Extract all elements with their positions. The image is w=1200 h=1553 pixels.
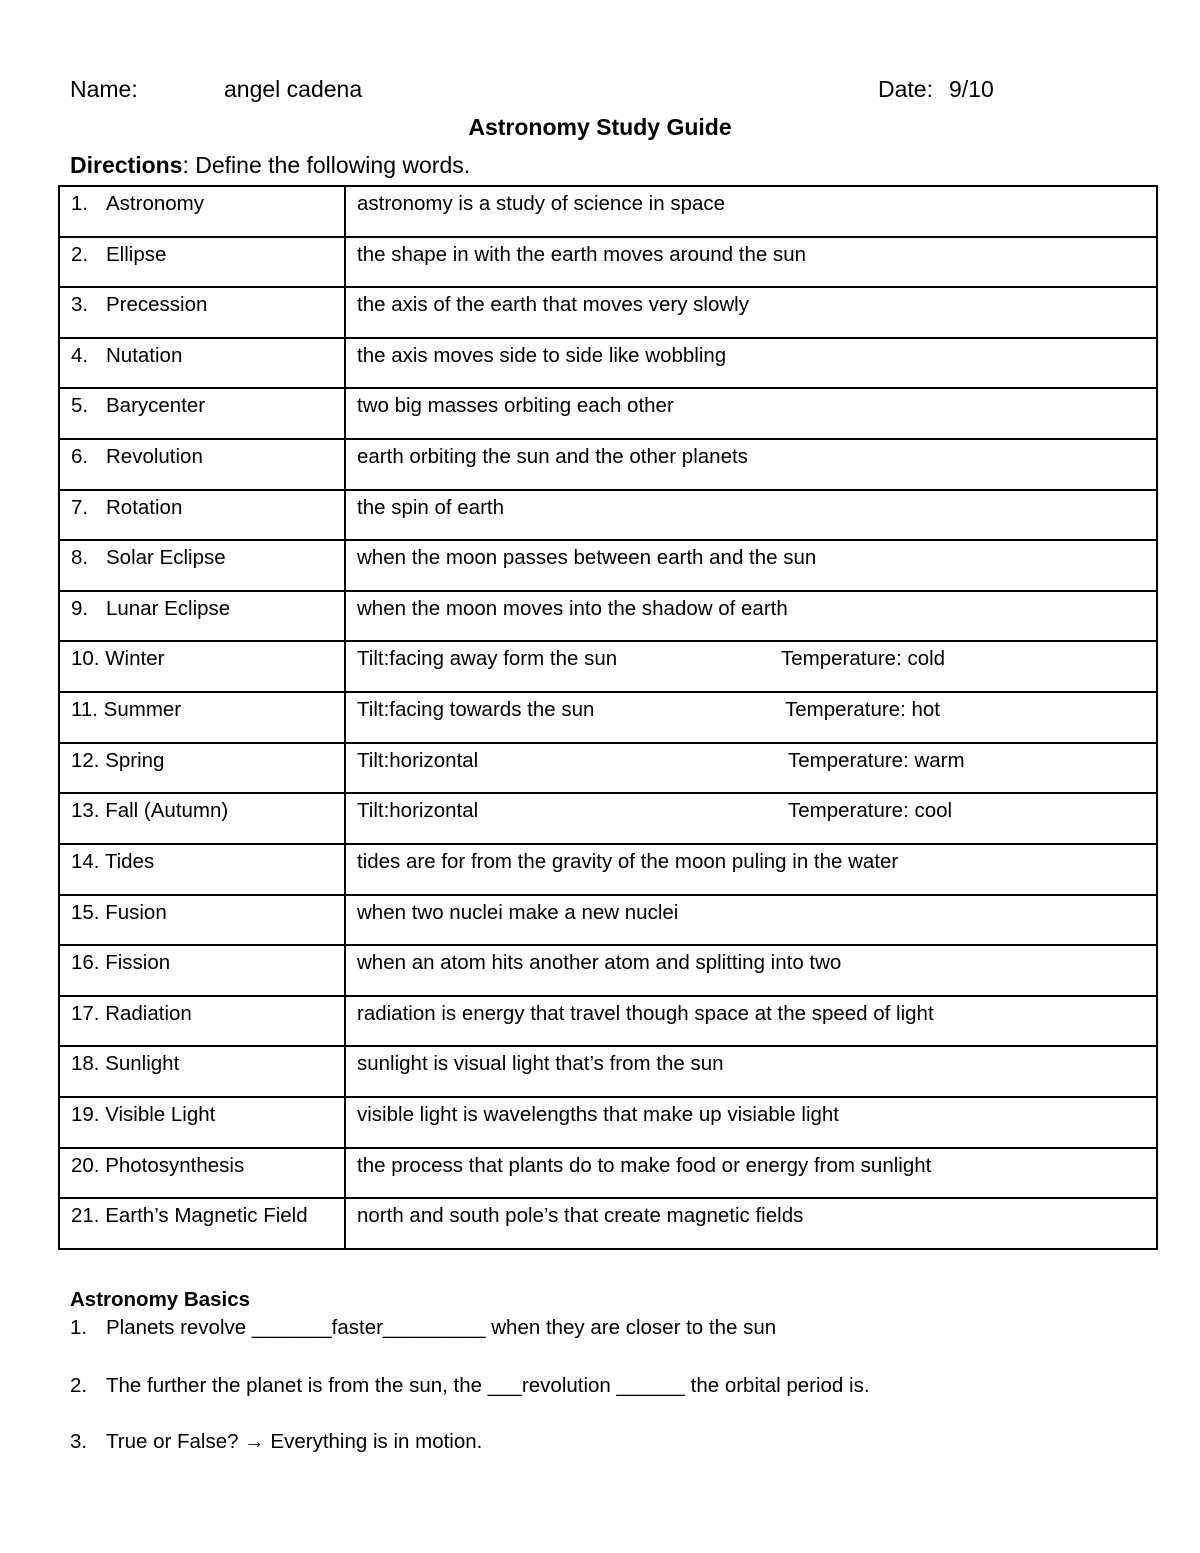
definition-cell[interactable]: earth orbiting the sun and the other planets xyxy=(345,439,1157,490)
basics-question xyxy=(70,1430,482,1454)
term-label: Solar Eclipse xyxy=(106,546,226,570)
term-number: 1. xyxy=(71,192,89,215)
term-cell: 10. Winter xyxy=(59,641,345,692)
definition-cell[interactable]: two big masses orbiting each other xyxy=(345,388,1157,439)
table-row xyxy=(59,895,1157,946)
definitions-table xyxy=(58,185,1158,1250)
term-number: 8. xyxy=(71,546,89,570)
definition-cell[interactable]: astronomy is a study of science in space xyxy=(345,186,1157,237)
table-row xyxy=(59,490,1157,541)
table-row xyxy=(59,338,1157,389)
term-number: 4. xyxy=(71,343,89,367)
term-cell xyxy=(59,338,345,389)
table-row xyxy=(59,945,1157,996)
table-row xyxy=(59,237,1157,288)
name-value[interactable]: angel cadena xyxy=(224,76,363,102)
term-label: Barycenter xyxy=(106,394,206,418)
date-label: Date: xyxy=(878,76,933,102)
basics-title: Astronomy Basics xyxy=(70,1288,251,1311)
directions-text: : Define the following words. xyxy=(182,152,471,178)
definition-cell[interactable] xyxy=(345,692,1157,743)
term-number: 9. xyxy=(71,596,89,620)
term-number: 2. xyxy=(71,242,89,266)
directions xyxy=(70,152,470,179)
definition-cell[interactable]: tides are for from the gravity of the moon puling in the water xyxy=(345,844,1157,895)
term-cell: 20. Photosynthesis xyxy=(59,1148,345,1199)
date-value[interactable]: 9/10 xyxy=(949,76,994,102)
question-number: 1. xyxy=(70,1316,88,1339)
term-number: 6. xyxy=(71,445,89,469)
definition-cell[interactable] xyxy=(345,743,1157,794)
question-text[interactable]: Planets revolve _______faster_________ when they are closer to the sun xyxy=(106,1316,777,1339)
definition-cell[interactable]: when the moon passes between earth and the sun xyxy=(345,540,1157,591)
term-cell xyxy=(59,439,345,490)
term-label: Astronomy xyxy=(106,192,204,215)
table-row xyxy=(59,692,1157,743)
table-row xyxy=(59,540,1157,591)
term-cell: 17. Radiation xyxy=(59,996,345,1047)
definition-cell[interactable]: when two nuclei make a new nuclei xyxy=(345,895,1157,946)
definition-cell[interactable]: when an atom hits another atom and splitting into two xyxy=(345,945,1157,996)
table-row xyxy=(59,1097,1157,1148)
temperature-text: Temperature: hot xyxy=(785,698,940,722)
term-number: 5. xyxy=(71,394,89,418)
table-row xyxy=(59,844,1157,895)
temperature-text: Temperature: cool xyxy=(788,799,953,823)
term-cell: 11. Summer xyxy=(59,692,345,743)
table-row xyxy=(59,1046,1157,1097)
term-cell: 19. Visible Light xyxy=(59,1097,345,1148)
page-title: Astronomy Study Guide xyxy=(468,114,732,140)
term-number: 3. xyxy=(71,293,89,317)
term-cell xyxy=(59,591,345,642)
term-label: Precession xyxy=(106,293,208,317)
table-row xyxy=(59,641,1157,692)
question-number: 2. xyxy=(70,1374,88,1397)
term-cell: 15. Fusion xyxy=(59,895,345,946)
term-cell: 18. Sunlight xyxy=(59,1046,345,1097)
term-cell: 16. Fission xyxy=(59,945,345,996)
term-cell: 14. Tides xyxy=(59,844,345,895)
table-row xyxy=(59,287,1157,338)
table-row xyxy=(59,591,1157,642)
term-cell xyxy=(59,186,345,237)
tilt-text: Tilt:facing towards the sun xyxy=(357,698,595,722)
basics-question xyxy=(70,1374,870,1398)
term-cell: 12. Spring xyxy=(59,743,345,794)
definition-cell[interactable]: the spin of earth xyxy=(345,490,1157,541)
term-cell xyxy=(59,287,345,338)
definition-cell[interactable]: radiation is energy that travel though space at the speed of light xyxy=(345,996,1157,1047)
table-row xyxy=(59,793,1157,844)
term-cell xyxy=(59,540,345,591)
definition-cell[interactable]: the process that plants do to make food or energy from sunlight xyxy=(345,1148,1157,1199)
term-label: Ellipse xyxy=(106,242,167,266)
temperature-text: Temperature: cold xyxy=(781,647,946,671)
definition-cell[interactable] xyxy=(345,793,1157,844)
definition-cell[interactable] xyxy=(345,641,1157,692)
term-cell: 13. Fall (Autumn) xyxy=(59,793,345,844)
term-label: Revolution xyxy=(106,445,203,469)
table-row xyxy=(59,439,1157,490)
term-cell xyxy=(59,237,345,288)
table-row xyxy=(59,1198,1157,1249)
temperature-text: Temperature: warm xyxy=(788,748,965,772)
tilt-text: Tilt:facing away form the sun xyxy=(357,647,618,671)
question-number: 3. xyxy=(70,1430,88,1453)
term-label: Lunar Eclipse xyxy=(106,596,231,620)
term-number: 7. xyxy=(71,495,89,519)
definition-cell[interactable]: the axis of the earth that moves very slowly xyxy=(345,287,1157,338)
tilt-text: Tilt:horizontal xyxy=(357,748,479,772)
question-text[interactable]: The further the planet is from the sun, the ___revolution ______ the orbital period is. xyxy=(106,1374,870,1397)
definition-cell[interactable]: north and south pole’s that create magnetic fields xyxy=(345,1198,1157,1249)
basics-question xyxy=(70,1316,776,1340)
definition-cell[interactable]: the axis moves side to side like wobbling xyxy=(345,338,1157,389)
definition-cell[interactable]: the shape in with the earth moves around the sun xyxy=(345,237,1157,288)
definition-cell[interactable]: when the moon moves into the shadow of earth xyxy=(345,591,1157,642)
term-cell xyxy=(59,388,345,439)
question-text[interactable]: True or False? → Everything is in motion. xyxy=(106,1430,483,1453)
table-row xyxy=(59,1148,1157,1199)
table-row xyxy=(59,388,1157,439)
term-cell xyxy=(59,490,345,541)
table-row xyxy=(59,186,1157,237)
term-label: Rotation xyxy=(106,495,183,519)
table-row xyxy=(59,996,1157,1047)
tilt-text: Tilt:horizontal xyxy=(357,799,479,823)
definition-cell[interactable]: visible light is wavelengths that make up visiable light xyxy=(345,1097,1157,1148)
definition-cell[interactable]: sunlight is visual light that’s from the sun xyxy=(345,1046,1157,1097)
directions-label: Directions xyxy=(70,152,183,178)
name-label: Name: xyxy=(70,76,138,102)
term-cell: 21. Earth’s Magnetic Field xyxy=(59,1198,345,1249)
table-row xyxy=(59,743,1157,794)
term-label: Nutation xyxy=(106,343,183,367)
